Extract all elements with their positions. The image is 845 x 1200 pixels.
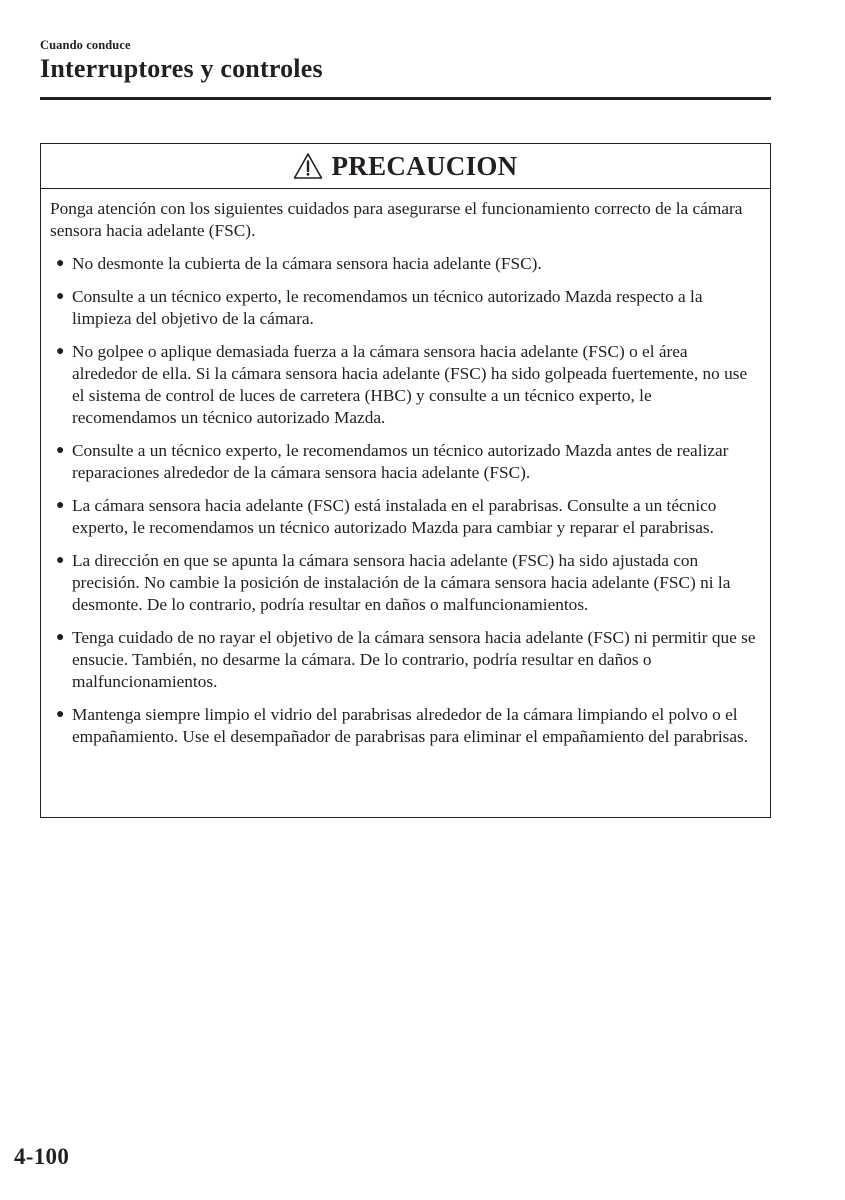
caution-box <box>40 143 771 818</box>
caution-item <box>50 704 756 748</box>
bullet-icon: ● <box>56 498 65 513</box>
bullet-icon: ● <box>56 707 65 722</box>
bullet-icon: ● <box>56 344 65 359</box>
bullet-icon: ● <box>56 553 65 568</box>
caution-item <box>50 440 756 484</box>
caution-item <box>50 341 756 429</box>
section-label: Cuando conduce <box>40 38 131 52</box>
caution-intro: Ponga atención con los siguientes cuidados para asegurarse el funcionamiento correcto de la cámara sensora hacia adelante (FSC). <box>50 199 743 240</box>
page-number: 4-100 <box>14 1144 70 1169</box>
caution-list <box>50 253 756 748</box>
title-divider <box>40 97 771 100</box>
caution-item <box>50 286 756 330</box>
page-title: Interruptores y controles <box>40 54 323 83</box>
caution-item-text: No golpee o aplique demasiada fuerza a la cámara sensora hacia adelante (FSC) o el área alrededor de ella. Si la cámara sensora hacia adelante (FSC) ha sido golpeada fuertemente, no use el sistema de control de luces de carretera (HBC) y consulte a un técnico experto, le recomendamos un técnico autorizado Mazda. <box>72 342 748 427</box>
caution-item <box>50 495 756 539</box>
caution-item-text: Mantenga siempre limpio el vidrio del parabrisas alrededor de la cámara limpiando el polvo o el empañamiento. Use el desempañador de parabrisas para eliminar el empañamiento del parabrisas. <box>72 705 749 746</box>
caution-item <box>50 550 756 616</box>
caution-item-text: La dirección en que se apunta la cámara sensora hacia adelante (FSC) ha sido ajustada con precisión. No cambie la posición de instalación de la cámara sensora hacia adelante (FSC) ni la desmonte. De lo contrario, podría resultar en daños o malfuncionamientos. <box>72 551 731 614</box>
caution-header <box>41 144 770 189</box>
caution-item-text: Tenga cuidado de no rayar el objetivo de la cámara sensora hacia adelante (FSC) ni permitir que se ensucie. También, no desarme la cámara. De lo contrario, podría resultar en daños o malfuncionamientos. <box>72 628 756 691</box>
caution-item <box>50 253 756 275</box>
caution-item-text: No desmonte la cubierta de la cámara sensora hacia adelante (FSC). <box>72 254 542 273</box>
bullet-icon: ● <box>56 256 65 271</box>
bullet-icon: ● <box>56 630 65 645</box>
caution-title: PRECAUCION <box>331 150 518 181</box>
caution-item-text: La cámara sensora hacia adelante (FSC) está instalada en el parabrisas. Consulte a un técnico experto, le recomendamos un técnico autorizado Mazda para cambiar y reparar el parabrisas. <box>72 496 717 537</box>
caution-item-text: Consulte a un técnico experto, le recomendamos un técnico autorizado Mazda antes de realizar reparaciones alrededor de la cámara sensora hacia adelante (FSC). <box>72 441 729 482</box>
warning-triangle-icon <box>293 152 323 180</box>
bullet-icon: ● <box>56 289 65 304</box>
bullet-icon: ● <box>56 443 65 458</box>
caution-item-text: Consulte a un técnico experto, le recomendamos un técnico autorizado Mazda respecto a la limpieza del objetivo de la cámara. <box>72 287 703 328</box>
caution-item <box>50 627 756 693</box>
caution-body <box>41 189 770 748</box>
